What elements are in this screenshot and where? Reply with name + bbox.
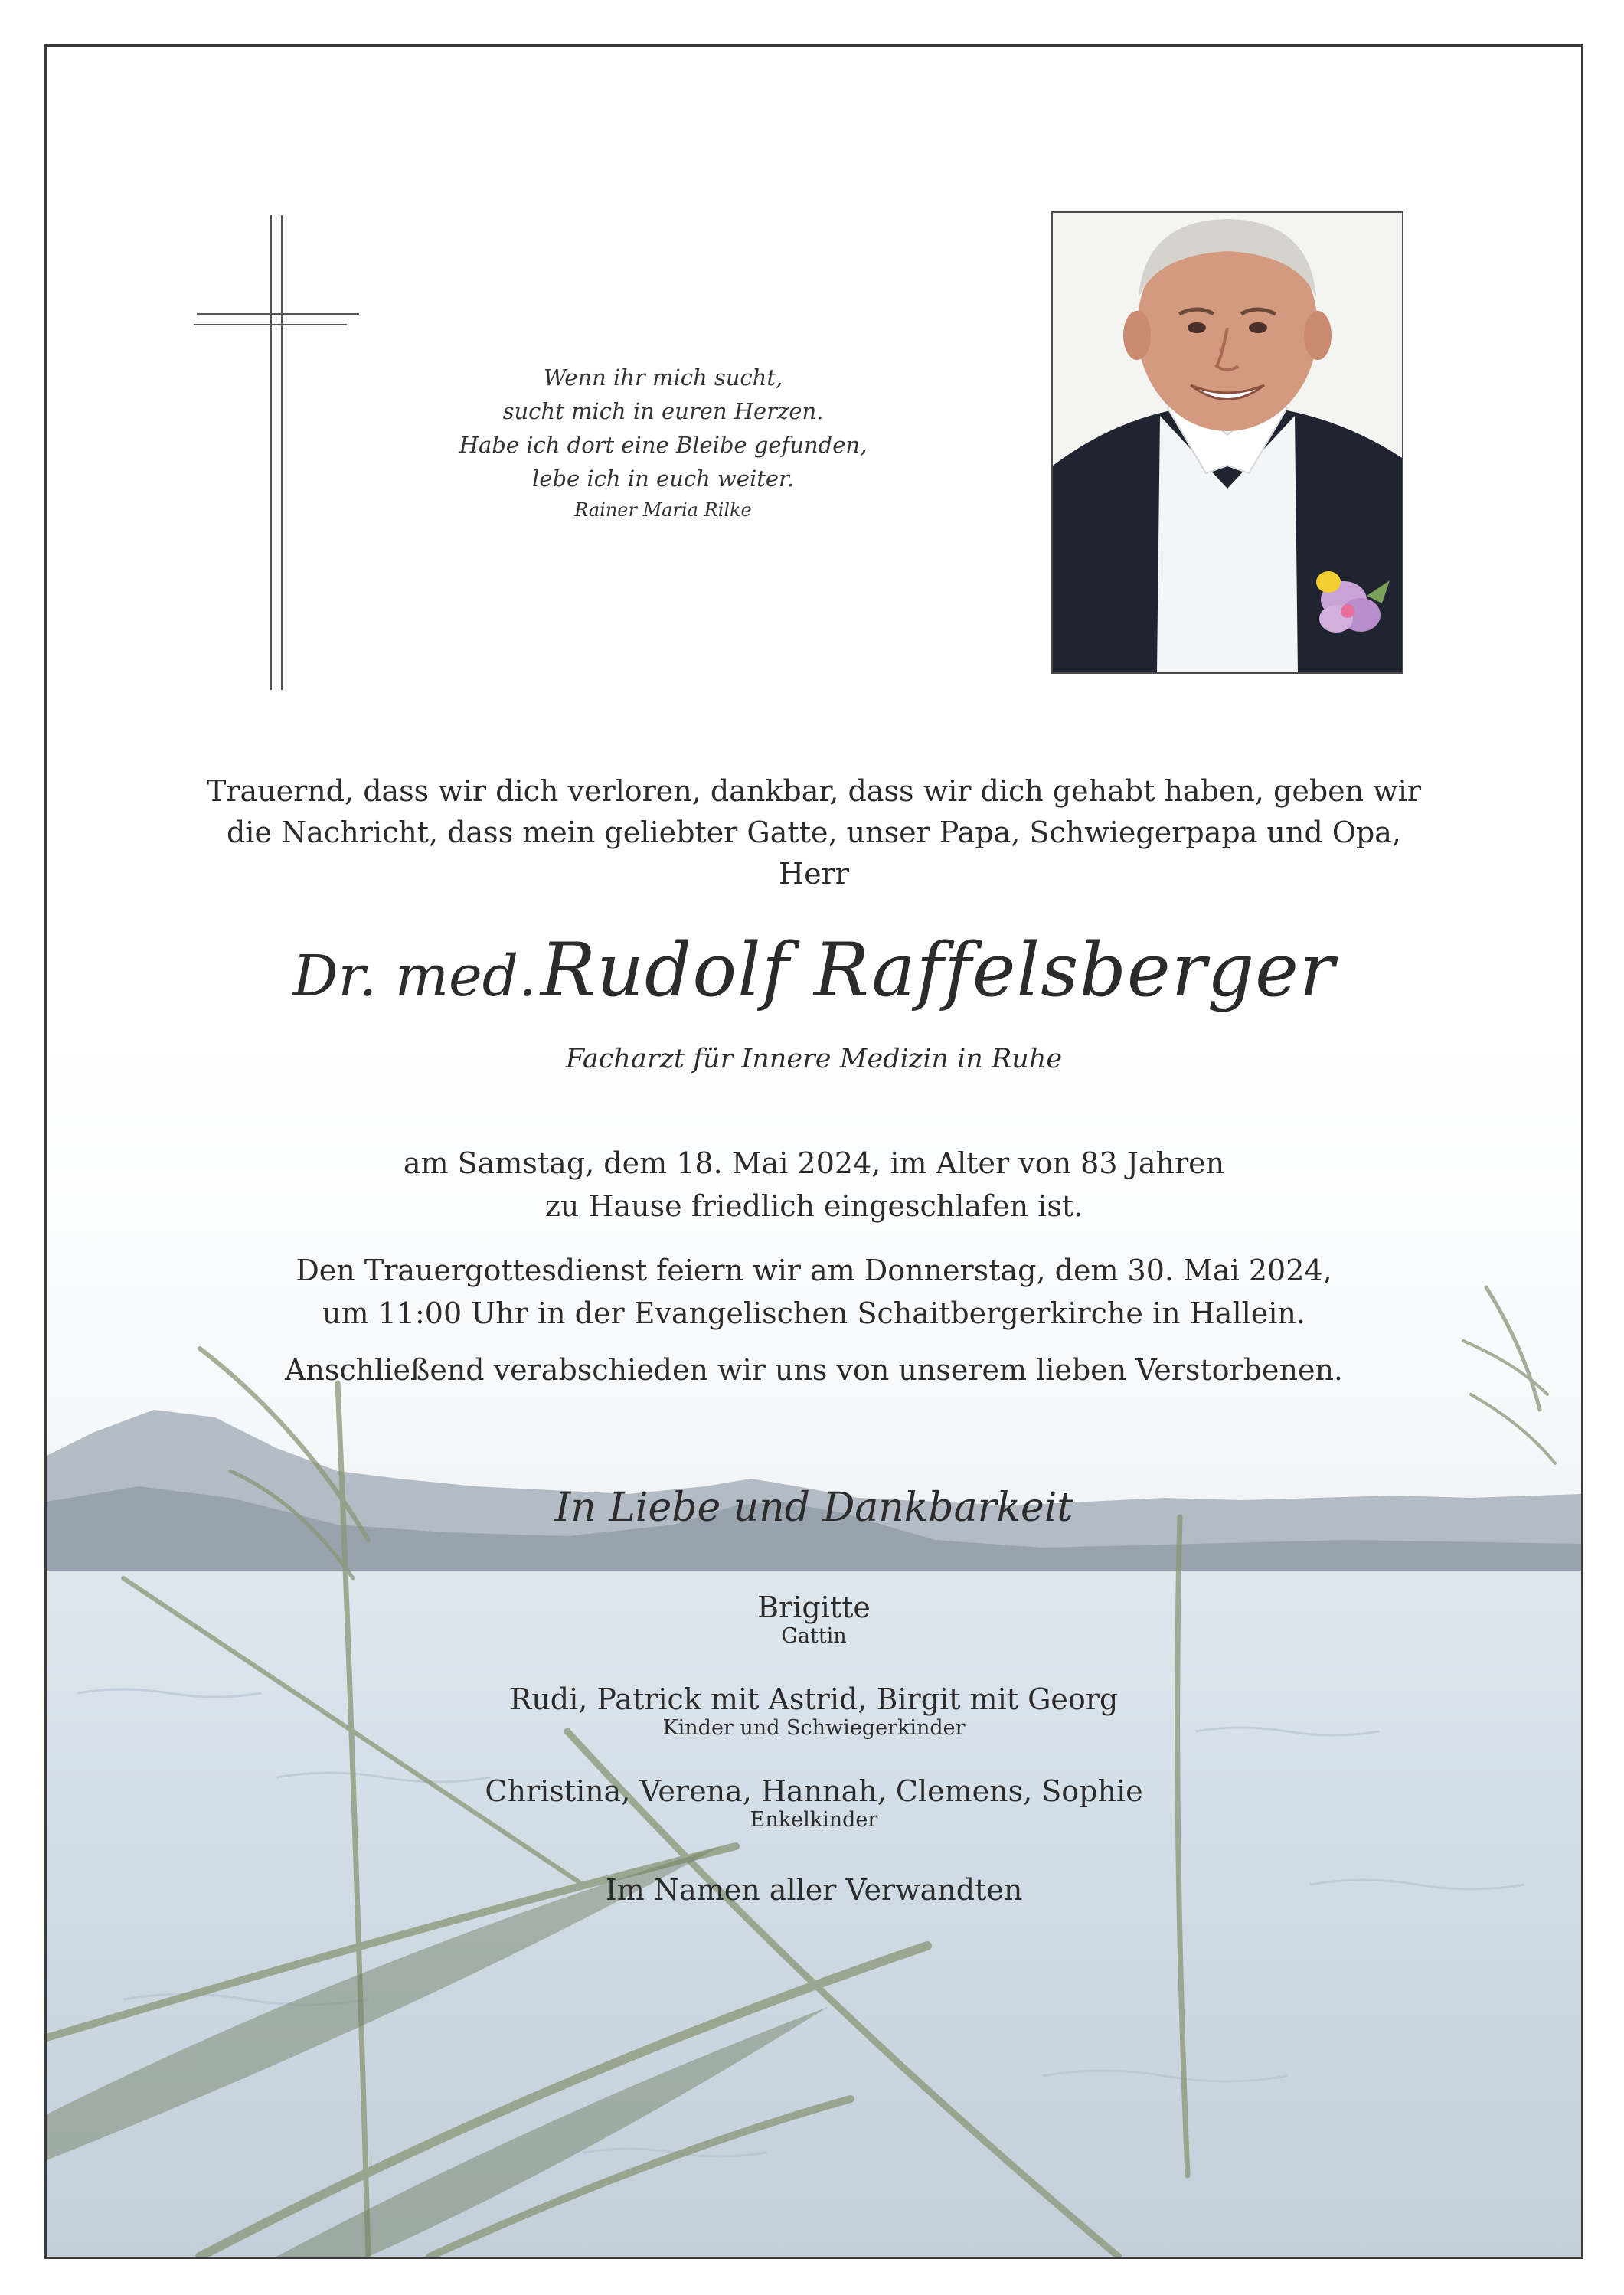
death-details [47,1142,1581,1228]
memorial-quote [445,361,881,525]
funeral-service-details [47,1249,1581,1335]
mourner-role: Gattin [781,1624,847,1648]
relatives-line: Im Namen aller Verwandten [605,1873,1023,1907]
death-line: zu Hause friedlich eingeschlafen ist. [544,1189,1083,1223]
cross-horizontal-line [194,324,347,325]
death-line: am Samstag, dem 18. Mai 2024, im Alter von 83 Jahren [403,1146,1225,1180]
quote-author: Rainer Maria Rilke [574,499,752,521]
mourner-group [47,1682,1581,1740]
cross-vertical-line [281,215,283,690]
portrait-photo [1051,211,1403,674]
portrait-illustration [1053,213,1402,672]
ear-right [1304,311,1332,360]
cross-vertical-line [270,215,272,690]
salutation: Herr [779,857,849,891]
cross-horizontal-line [197,313,359,315]
intro-text [47,770,1581,894]
mourner-names: Rudi, Patrick mit Astrid, Birgit mit Georg [509,1682,1119,1716]
profession: Facharzt für Innere Medizin in Ruhe [565,1044,1063,1074]
closing-phrase: In Liebe und Dankbarkeit [554,1485,1073,1531]
obituary-frame [44,44,1583,2259]
mourner-group [47,1590,1581,1648]
mourner-names: Christina, Verena, Hannah, Clemens, Sophie [485,1774,1143,1808]
mourner-role: Enkelkinder [750,1808,878,1832]
quote-line: Habe ich dort eine Bleibe gefunden, [459,432,868,458]
quote-line: sucht mich in euren Herzen. [502,398,824,424]
deceased-name: Rudolf Raffelsberger [540,927,1335,1013]
academic-title: Dr. med. [292,943,537,1009]
intro-line: Trauernd, dass wir dich verloren, dankbar, dass wir dich gehabt haben, geben wir [206,774,1422,808]
deceased-name-line [47,927,1581,1013]
mourner-role: Kinder und Schwiegerkinder [662,1716,966,1740]
service-line: um 11:00 Uhr in der Evangelischen Schaitbergerkirche in Hallein. [322,1296,1305,1330]
ear-left [1123,311,1151,360]
mourner-names: Brigitte [757,1590,871,1624]
lake-water [47,1571,1581,2257]
mourner-group [47,1774,1581,1832]
service-line: Den Trauergottesdienst feiern wir am Donnerstag, dem 30. Mai 2024, [296,1254,1332,1287]
farewell-note: Anschließend verabschieden wir uns von unserem lieben Verstorbenen. [284,1353,1344,1387]
quote-line: Wenn ihr mich sucht, [543,365,783,391]
quote-line: lebe ich in euch weiter. [532,466,794,492]
intro-line: die Nachricht, dass mein geliebter Gatte, unser Papa, Schwiegerpapa und Opa, [226,816,1401,849]
